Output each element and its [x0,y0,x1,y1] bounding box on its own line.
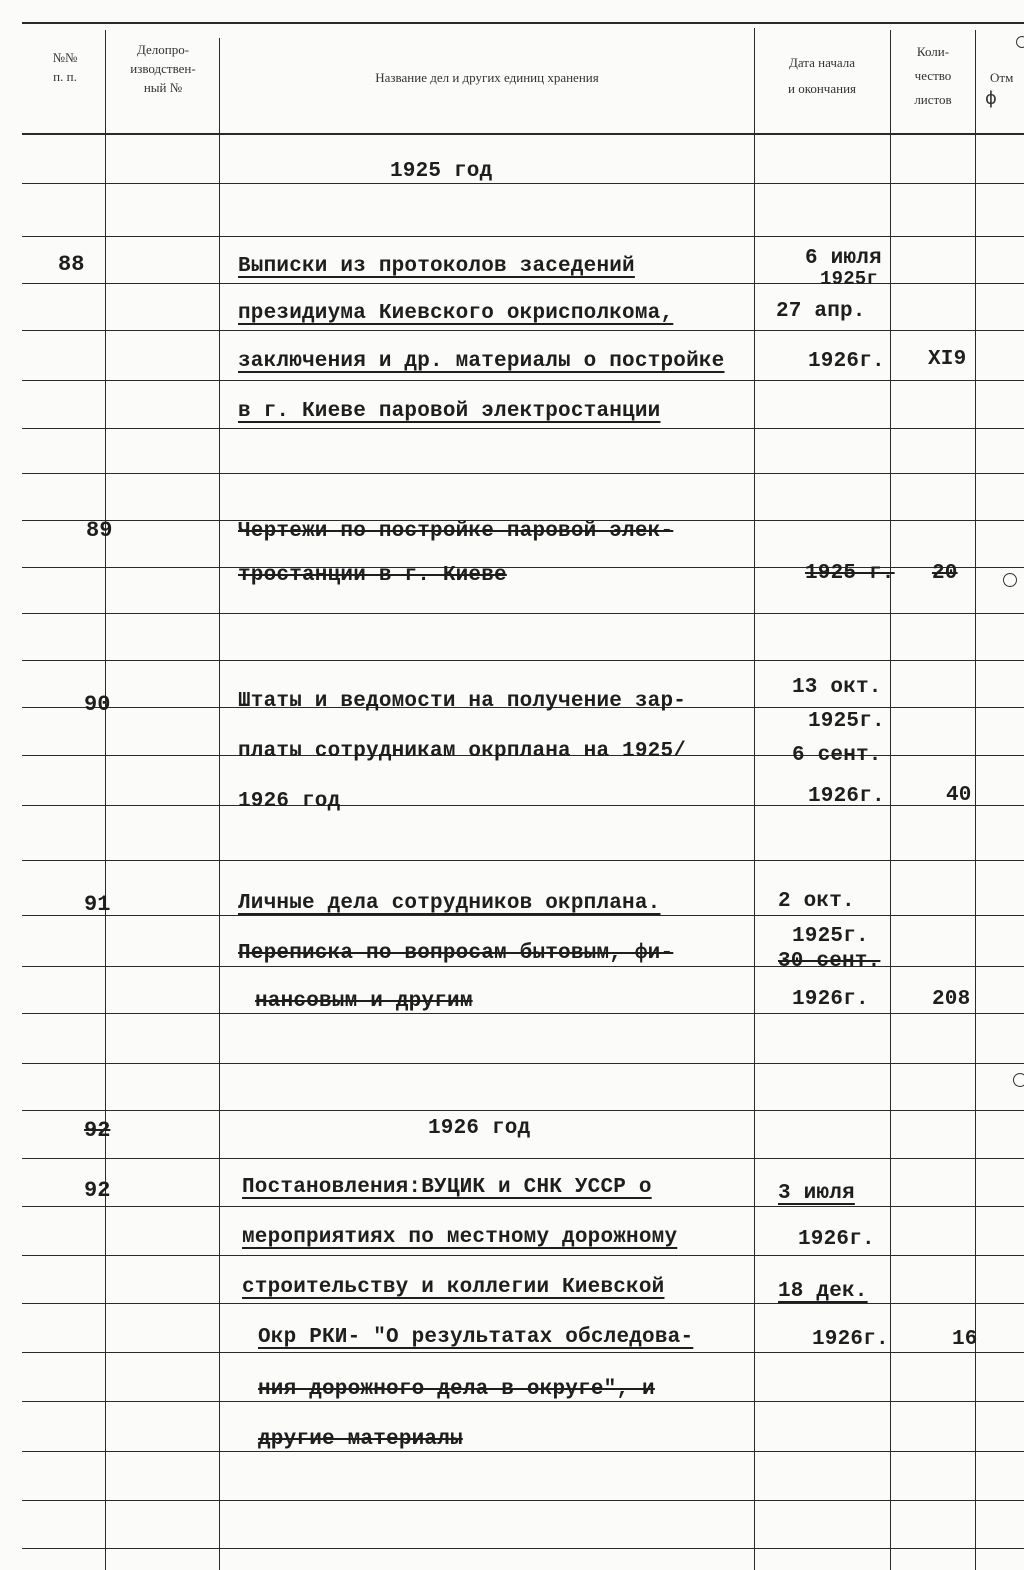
header-text: изводствен- [130,61,196,76]
rule [22,1110,1024,1111]
rule [22,183,1024,184]
entry-sheets: 20 [932,562,958,585]
header-col-number [30,48,100,86]
entry-title-line: Выписки из протоколов заседений [238,255,635,278]
rule [22,915,1024,916]
margin-circle-icon [1016,36,1024,48]
entry-date: 1926г. [792,988,869,1011]
entry-title-line: 1926 год [238,790,341,813]
entry-title-line: нансовым и другим [255,990,473,1013]
entry-date: 6 сент. [792,744,882,767]
rule [22,236,1024,237]
rule [22,613,1024,614]
entry-number: 90 [84,692,111,717]
entry-number: 92 [84,1178,111,1203]
entry-title-line: заключения и др. материалы о постройке [238,350,725,373]
entry-date: 1926г. [808,785,885,808]
col-divider-4 [890,30,891,1570]
entry-title-line: платы сотрудникам окрплана на 1925/ [238,740,687,763]
header-col-sheets [892,40,974,112]
header-text: Делопро- [136,42,190,57]
entry-title-line: ния дорожного дела в округе", и [258,1378,655,1401]
header-col-dates [756,50,888,102]
entry-title-line: в г. Киеве паровой электростанции [238,400,661,423]
entry-title-line: Постановления:ВУЦИК и СНК УССР о [242,1176,652,1199]
col-divider-2 [219,38,220,1570]
header-bottom-rule [22,133,1024,135]
entry-date: 2 окт. [778,890,855,913]
section-heading-1925: 1925 год [390,160,493,183]
header-text: ный № [143,80,183,95]
rule [22,1013,1024,1014]
rule [22,660,1024,661]
rule [22,1352,1024,1353]
entry-date: 1926г. [798,1228,875,1251]
entry-date: 1925 г. [805,562,895,585]
rule [22,1063,1024,1064]
entry-date: 1925г. [808,710,885,733]
entry-sheets: 16 [952,1328,978,1351]
entry-date: 1925г. [792,925,869,948]
header-text: чество [914,68,952,83]
entry-date: 18 дек. [778,1280,868,1303]
entry-title-line: Чертежи по постройке паровой элек- [238,520,674,543]
margin-circle-icon [1003,573,1017,587]
entry-number: 91 [84,892,111,917]
entry-date: 1925г [820,268,879,290]
header-col-office-number [108,40,218,97]
entry-number: 89 [86,518,113,543]
entry-title-line: тростанции в г. Киеве [238,564,507,587]
rule [22,473,1024,474]
rule [22,1303,1024,1304]
entry-date: 27 апр. [776,300,866,323]
rule [22,1500,1024,1501]
entry-sheets: 40 [946,784,972,807]
col-divider-1 [105,30,106,1570]
entry-date: 13 окт. [792,676,882,699]
entry-title-line: Личные дела сотрудников окрплана. [238,892,661,915]
margin-circle-icon [1013,1073,1024,1087]
entry-title-line: президиума Киевского окрисполкома, [238,302,674,325]
header-top-rule [22,22,1024,24]
entry-number: 88 [58,252,85,277]
entry-title-line: другие материалы [258,1428,463,1451]
rule [22,330,1024,331]
rule [22,1158,1024,1159]
entry-date: 30 сент. [778,950,881,973]
entry-title-line: строительству и коллегии Киевской [242,1276,665,1299]
rule [22,860,1024,861]
section-heading-1926: 1926 год [428,1117,531,1140]
header-col-title [222,68,752,87]
notes-mark-icon: ϕ [985,88,997,109]
entry-date: 1926г. [812,1328,889,1351]
entry-date: 1926г. [808,350,885,373]
header-text: №№ [52,50,78,65]
rule [22,428,1024,429]
header-text: Отм [990,70,1014,85]
entry-date: 6 июля [805,247,882,270]
rule [22,1548,1024,1549]
rule [22,1451,1024,1452]
entry-number-struck: 92 [84,1118,111,1143]
header-col-notes [990,68,1013,87]
rule [22,1206,1024,1207]
rule [22,380,1024,381]
header-text: п. п. [53,69,77,84]
rule [22,1255,1024,1256]
entry-sheets: XI9 [928,348,967,371]
header-text: и окончания [787,81,857,96]
header-text: Дата начала [788,55,856,70]
entry-title-line: Штаты и ведомости на получение зар- [238,690,687,713]
entry-sheets: 208 [932,988,971,1011]
entry-title-line: Окр РКИ- "О результатах обследова- [258,1326,694,1349]
entry-title-line: Переписка по вопросам бытовым, фи- [238,942,674,965]
rule [22,1401,1024,1402]
entry-date: 3 июля [778,1182,855,1205]
header-text: листов [914,92,952,107]
entry-title-line: мероприятиях по местному дорожному [242,1226,678,1249]
header-text: Название дел и других единиц хранения [375,70,599,85]
col-divider-3 [754,28,755,1570]
header-text: Коли- [916,44,950,59]
